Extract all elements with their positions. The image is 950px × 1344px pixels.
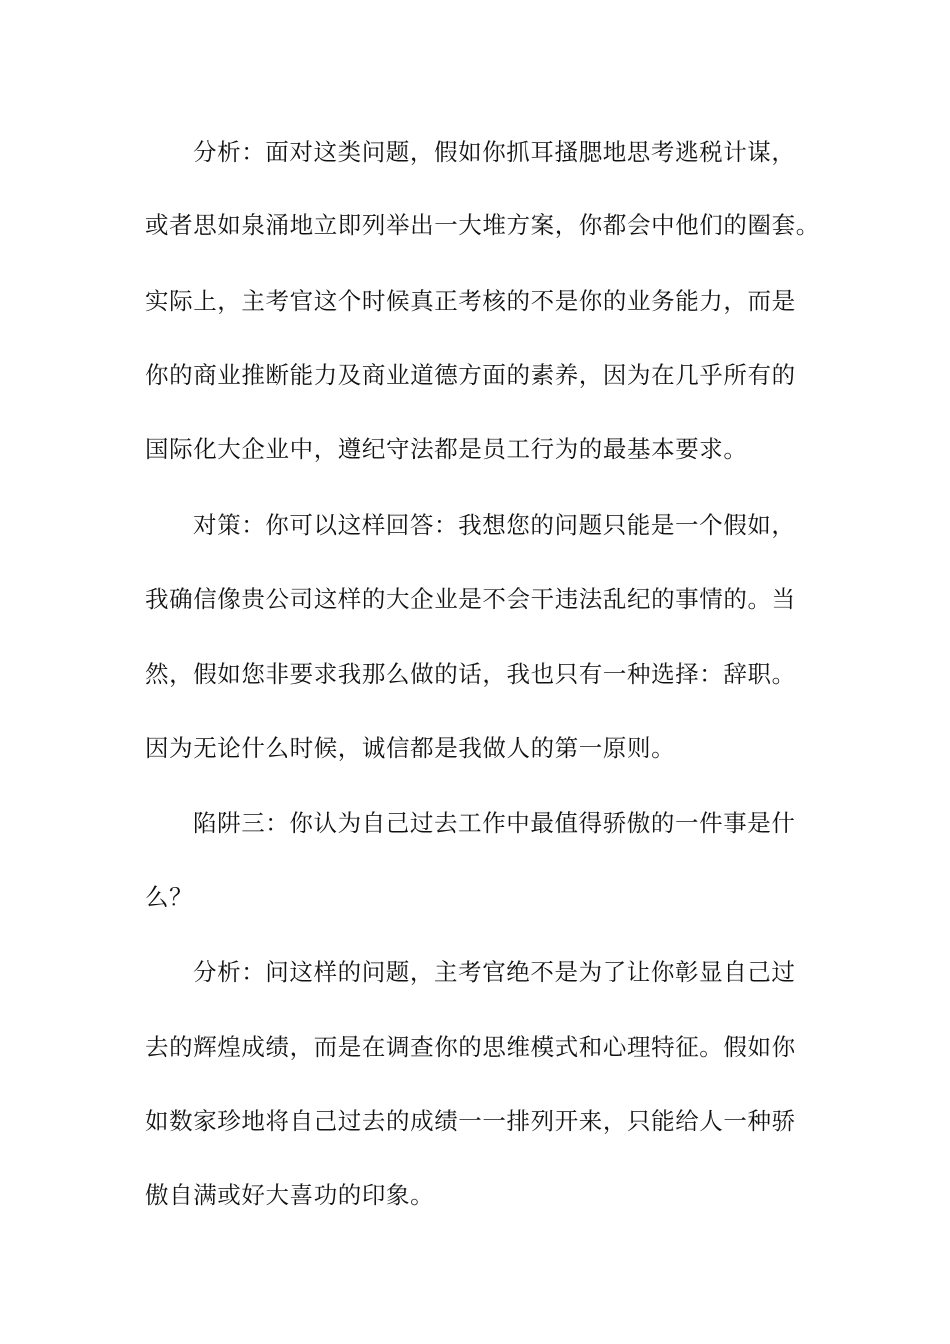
paragraph-line: 陷阱三：你认为自己过去工作中最值得骄傲的一件事是什	[193, 809, 796, 837]
paragraph-line: 因为无论什么时候，诚信都是我做人的第一原则。	[145, 734, 676, 762]
paragraph-line: 或者思如泉涌地立即列举出一大堆方案，你都会中他们的圈套。	[145, 211, 820, 239]
paragraph-line: 分析：面对这类问题，假如你抓耳搔腮地思考逃税计谋，	[193, 138, 796, 166]
paragraph-line: 实际上，主考官这个时候真正考核的不是你的业务能力，而是	[145, 287, 796, 315]
paragraph-line: 然，假如您非要求我那么做的话，我也只有一种选择：辞职。	[145, 660, 796, 688]
paragraph-line: 去的辉煌成绩，而是在调查你的思维模式和心理特征。假如你	[145, 1033, 796, 1061]
paragraph-line: 我确信像贵公司这样的大企业是不会干违法乱纪的事情的。当	[145, 585, 796, 613]
paragraph-line: 分析：问这样的问题，主考官绝不是为了让你彰显自己过	[193, 958, 796, 986]
paragraph-line: 么？	[145, 883, 194, 911]
paragraph-line: 你的商业推断能力及商业道德方面的素养，因为在几乎所有的	[145, 361, 796, 389]
paragraph-line: 傲自满或好大喜功的印象。	[145, 1181, 435, 1209]
paragraph-line: 对策：你可以这样回答：我想您的问题只能是一个假如，	[193, 511, 796, 539]
paragraph-line: 国际化大企业中，遵纪守法都是员工行为的最基本要求。	[145, 435, 748, 463]
paragraph-line: 如数家珍地将自己过去的成绩一一排列开来，只能给人一种骄	[145, 1107, 796, 1135]
